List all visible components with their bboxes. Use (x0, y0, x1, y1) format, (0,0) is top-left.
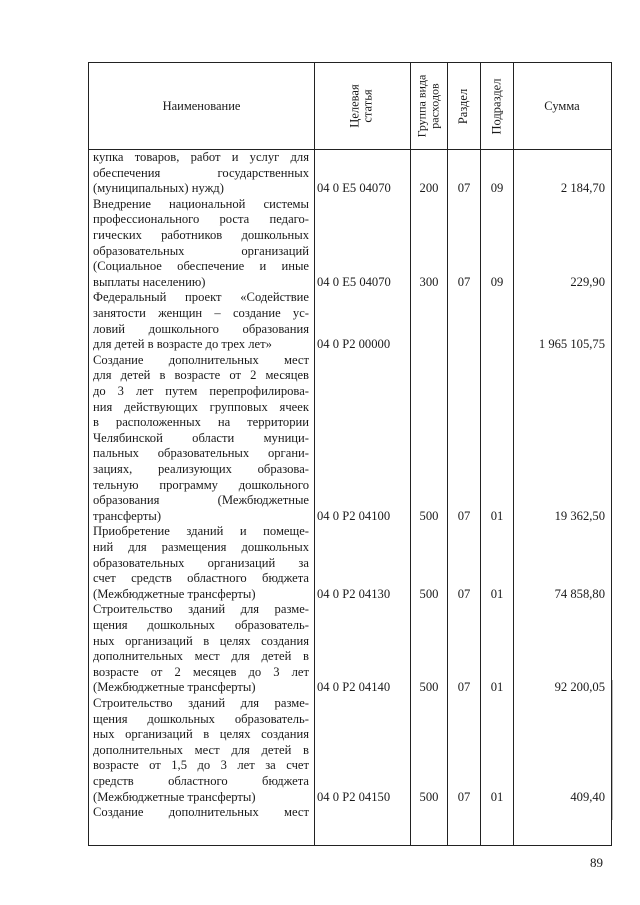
table-header (89, 63, 611, 150)
table-row (89, 290, 611, 352)
row-group: 300 (419, 274, 439, 289)
row-code: 04 0 P2 04140 (317, 680, 391, 695)
row-name: Внедрение национальной системы профессионального роста педаго- гических работников дошкольных образовательных организаций (Социальное обеспечение и иные выплаты населению) (93, 196, 309, 289)
table-row (89, 353, 611, 525)
row-sum: 229,90 (570, 274, 605, 289)
budget-table (88, 62, 612, 846)
page-number: 89 (590, 855, 603, 870)
table-row (89, 696, 611, 805)
table-row (89, 150, 611, 197)
row-subsection: 09 (490, 274, 504, 289)
row-code: 04 0 E5 04070 (317, 181, 391, 196)
row-subsection: 01 (490, 508, 504, 523)
row-code: 04 0 E5 04070 (317, 274, 391, 289)
row-subsection: 09 (490, 181, 504, 196)
row-code: 04 0 P2 04150 (317, 789, 391, 804)
row-name: Создание дополнительных мест для детей в возрасте от 2 месяцев до 3 лет путем перепрофилирова- ния действующих групповых ячеек в расположенных на территории Челябинской области муници- пальных образовательных органи- зациях, реализующих образова- тельную программу дошкольного образования (Межбюджетные трансферты) (93, 352, 309, 523)
row-name: Создание дополнительных мест (93, 805, 309, 820)
table-row (89, 805, 611, 821)
row-name: купка товаров, работ и услуг для обеспечения государственных (муниципальных) нужд) (93, 150, 309, 196)
row-group: 500 (419, 789, 439, 804)
row-code: 04 0 P2 00000 (317, 337, 391, 352)
row-group: 200 (419, 181, 439, 196)
header-section: Раздел (456, 88, 471, 124)
row-code: 04 0 P2 04100 (317, 508, 391, 523)
table-row (89, 602, 611, 696)
row-section: 07 (457, 586, 471, 601)
row-section: 07 (457, 508, 471, 523)
row-subsection: 01 (490, 789, 504, 804)
scan-edge-mark (612, 680, 613, 820)
row-sum: 92 200,05 (554, 680, 605, 695)
row-group: 500 (419, 508, 439, 523)
row-code: 04 0 P2 04130 (317, 586, 391, 601)
header-target: Целевая статья (348, 84, 375, 128)
table-row (89, 197, 611, 291)
header-name: Наименование (162, 98, 241, 113)
row-sum: 409,40 (570, 789, 605, 804)
header-subsection: Подраздел (489, 78, 503, 134)
row-sum: 1 965 105,75 (538, 337, 605, 352)
row-subsection: 01 (490, 586, 504, 601)
row-section: 07 (457, 789, 471, 804)
header-group: Группа вида расходов (414, 74, 442, 138)
row-subsection: 01 (490, 680, 504, 695)
row-section: 07 (457, 680, 471, 695)
row-sum: 74 858,80 (554, 586, 605, 601)
row-sum: 19 362,50 (554, 508, 605, 523)
table-row (89, 524, 611, 602)
row-section: 07 (457, 274, 471, 289)
row-section: 07 (457, 181, 471, 196)
row-name: Приобретение зданий и помеще- ний для размещения дошкольных образовательных организаций за счет средств областного бюджета (Межбюджетные трансферты) (93, 524, 309, 601)
row-name: Федеральный проект «Содействие занятости женщин – создание ус- ловий дошкольного образования для детей в возрасте до трех лет» (93, 290, 309, 352)
row-name: Строительство зданий для разме- щения дошкольных образователь- ных организаций в целях создания дополнительных мест для детей в возрасте от 2 месяцев до 3 лет (Межбюджетные трансферты) (93, 602, 309, 695)
header-sum: Сумма (544, 98, 580, 113)
row-group: 500 (419, 586, 439, 601)
row-sum: 2 184,70 (560, 181, 605, 196)
row-name: Строительство зданий для разме- щения дошкольных образователь- ных организаций в целях создания дополнительных мест для детей в возрасте от 1,5 до 3 лет за счет средств областного бюджета (Межбюджетные трансферты) (93, 696, 309, 804)
row-group: 500 (419, 680, 439, 695)
